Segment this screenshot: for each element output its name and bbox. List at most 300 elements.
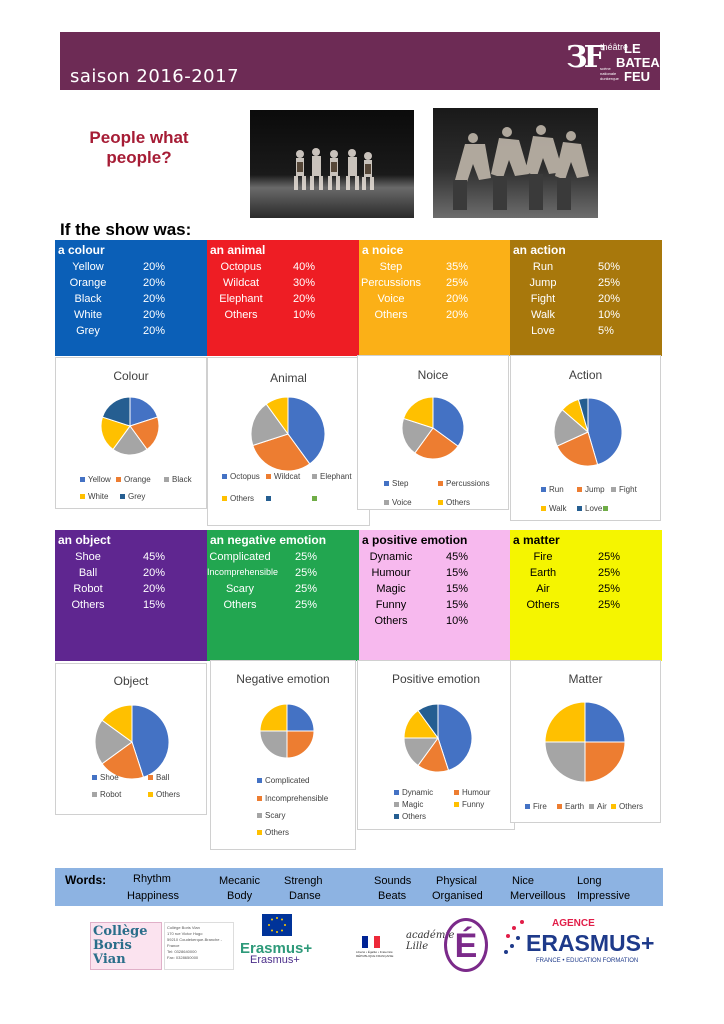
panel-negative-emotion [207, 530, 359, 661]
legend-label: Incomprehensible [265, 794, 329, 803]
panel-row-label: Others [374, 615, 408, 627]
legend-swatch-icon [266, 474, 271, 479]
panel-row-label: Run [532, 261, 554, 273]
panel-row-percent: 25% [295, 583, 318, 595]
erasmus-plus-logo [240, 912, 324, 974]
erasmus-text-2: Erasmus+ [250, 954, 300, 966]
legend-swatch-icon [541, 506, 546, 511]
chart-title: Negative emotion [236, 672, 330, 686]
legend-swatch-icon [557, 804, 562, 809]
address-line: Collège Boris Vian [167, 925, 200, 930]
chart-positive-emotion [357, 660, 515, 830]
panel-title: a matter [513, 533, 560, 547]
legend-label: Scary [265, 811, 286, 820]
legend-label: Love [585, 504, 603, 513]
words-label: Words: [65, 873, 107, 887]
legend-swatch-icon [148, 775, 153, 780]
french-flag-icon [362, 936, 380, 948]
legend-item [384, 498, 412, 507]
panel-row-label: Shoe [75, 551, 101, 563]
panel-row [510, 583, 662, 599]
panel-row-percent: 15% [446, 567, 469, 579]
legend-label: Jump [585, 485, 605, 494]
chart-colour [55, 357, 207, 509]
panel-row-label: Love [531, 325, 555, 337]
legend-label: Others [230, 494, 255, 503]
legend-swatch-icon [577, 506, 582, 511]
college-name: Collège Boris Vian [93, 924, 148, 967]
legend-label: Others [402, 812, 427, 821]
agence-main-text: ERASMUS+ [526, 930, 655, 956]
logo-small-text: scène nationale dunkerque [600, 66, 619, 81]
legend-item [454, 788, 490, 797]
legend-label: Octopus [230, 472, 260, 481]
legend-label: Grey [128, 492, 146, 501]
panel-row-label: Air [536, 583, 550, 595]
legend-swatch-icon [384, 481, 389, 486]
legend-label: Others [619, 802, 644, 811]
panel-row [359, 277, 510, 293]
pie-chart-svg [511, 356, 660, 520]
pie-slice-air [545, 742, 585, 782]
legend-swatch-icon [384, 500, 389, 505]
address-line: Fax: 0328650000 [167, 955, 199, 960]
chart-title: Positive emotion [391, 672, 481, 686]
word: Long [577, 875, 602, 887]
panel-row [510, 325, 662, 341]
address-line: Tel: 0328640000 [167, 949, 197, 954]
legend-item [438, 498, 470, 507]
logo-mark-icon: ЗF [566, 40, 601, 75]
panel-row [55, 293, 207, 309]
legend-label: Percussions [446, 479, 490, 488]
panel-row-percent: 45% [143, 551, 166, 563]
panel-row [55, 551, 207, 567]
panel-row-label: Voice [377, 293, 405, 305]
panel-row-label: Walk [530, 309, 556, 321]
legend-label: Complicated [265, 776, 310, 785]
panel-row-label: Ball [78, 567, 98, 579]
legend-label: Black [172, 475, 192, 484]
legend-label: Others [265, 828, 290, 837]
word: Merveillous [510, 890, 566, 902]
pie-slice-complicated [287, 704, 314, 731]
legend-swatch-icon [454, 790, 459, 795]
legend-swatch-icon [525, 804, 530, 809]
panel-title: a noice [362, 243, 404, 257]
panel-row-label: Magic [376, 583, 406, 595]
legend-item [577, 504, 602, 513]
legend-label: Yellow [88, 475, 111, 484]
logo-line3: FEU [624, 69, 650, 84]
legend-item [120, 492, 145, 501]
legend-item [266, 472, 300, 481]
panel-row [359, 583, 510, 599]
section-subtitle: If the show was: [60, 220, 192, 239]
panel-title: an action [513, 243, 566, 257]
panel-title: a colour [58, 243, 105, 257]
legend-label: White [88, 492, 109, 501]
panel-row-percent: 40% [293, 261, 316, 273]
legend-label: Run [549, 485, 564, 494]
panel-row [359, 567, 510, 583]
legend-swatch-icon [92, 775, 97, 780]
chart-title: Action [568, 368, 603, 382]
legend-item [611, 485, 637, 494]
legend-swatch-icon [312, 474, 317, 479]
word: Organised [432, 890, 483, 902]
headline-line1: People what [89, 128, 189, 147]
legend-label: Robot [100, 790, 122, 799]
legend-label: Walk [549, 504, 567, 513]
legend-swatch-icon [222, 474, 227, 479]
legend-swatch-icon [257, 830, 262, 835]
show-photo-2 [433, 108, 598, 218]
chart-title: Matter [568, 672, 603, 686]
eu-flag-icon [262, 914, 292, 936]
panel-row-label: Fire [533, 551, 553, 563]
panel-row-percent: 20% [143, 261, 166, 273]
legend-item [577, 485, 605, 494]
pie-slice-others [260, 704, 287, 731]
legend-swatch-icon [541, 487, 546, 492]
legend-item [80, 475, 111, 484]
legend-swatch-icon [589, 804, 594, 809]
legend-swatch-icon [438, 481, 443, 486]
word: Strengh [284, 875, 323, 887]
chart-action [510, 355, 661, 521]
panel-row-percent: 20% [143, 567, 166, 579]
panel-row [55, 567, 207, 583]
word: Beats [378, 890, 407, 902]
panel-row-label: Black [74, 293, 102, 305]
legend-label: Earth [565, 802, 585, 811]
panel-row-label: Incomprehensible [207, 567, 279, 577]
panel-row-label: Complicated [209, 551, 271, 563]
panel-row [207, 599, 359, 615]
panel-row-percent: 20% [446, 293, 469, 305]
panel-object [55, 530, 207, 661]
word: Physical [436, 875, 477, 887]
panel-row-label: White [73, 309, 103, 321]
pie-chart-svg [358, 661, 514, 829]
academie-lille-logo [406, 918, 486, 972]
legend-label: Step [392, 479, 409, 488]
chart-title: Noice [417, 368, 449, 382]
panel-row-percent: 25% [598, 567, 621, 579]
panel-row-label: Yellow [72, 261, 104, 273]
panel-row [207, 293, 359, 309]
legend-swatch-icon [92, 792, 97, 797]
panel-row [55, 309, 207, 325]
panel-row-percent: 30% [293, 277, 316, 289]
erasmus-text: Erasmus+ [240, 940, 313, 957]
panel-row [359, 599, 510, 615]
legend-swatch-icon [80, 477, 85, 482]
panel-row-label: Dynamic [369, 551, 413, 563]
legend-item [394, 788, 433, 797]
panel-row-percent: 20% [143, 293, 166, 305]
word: Impressive [577, 890, 631, 902]
legend-swatch-icon [611, 487, 616, 492]
legend-item [257, 811, 285, 820]
panel-row-percent: 15% [143, 599, 166, 611]
panel-row-percent: 25% [295, 567, 318, 579]
panel-row-label: Grey [76, 325, 100, 337]
panel-row [207, 583, 359, 599]
season-label: saison 2016-2017 [70, 66, 240, 87]
panel-row [207, 567, 359, 583]
panel-row-percent: 25% [295, 551, 318, 563]
legend-swatch-icon [257, 778, 262, 783]
show-photo-1 [250, 110, 414, 218]
panel-row-percent: 50% [598, 261, 621, 273]
pie-slice-others [545, 702, 585, 742]
pie-chart-svg [56, 358, 206, 508]
panel-row-percent: 25% [598, 551, 621, 563]
logo-theatre-text: théâtre [600, 42, 629, 52]
panel-row-label: Orange [69, 277, 107, 289]
panel-noice [359, 240, 510, 356]
panel-matter [510, 530, 662, 661]
legend-item [312, 472, 352, 481]
panel-row-label: Humour [371, 567, 411, 579]
legend-label: Orange [124, 475, 151, 484]
panel-row [510, 261, 662, 277]
legend-label: Others [446, 498, 471, 507]
legend-label: Elephant [320, 472, 352, 481]
headline-line2: people? [106, 148, 172, 167]
headline [74, 128, 204, 168]
panel-row-label: Others [223, 599, 257, 611]
panel-row-percent: 20% [143, 309, 166, 321]
chart-object [55, 663, 207, 815]
legend-item [257, 794, 328, 803]
legend-label: Magic [402, 800, 424, 809]
panel-row [55, 583, 207, 599]
address-line: 59210 Coudekerque-Branche - France [167, 937, 222, 948]
legend-item [603, 504, 611, 513]
legend-item [384, 479, 408, 488]
legend-item [222, 472, 260, 481]
words-band [55, 868, 663, 906]
panel-row-percent: 20% [446, 309, 469, 321]
panel-animal [207, 240, 359, 356]
legend-item [257, 776, 309, 785]
panel-row-label: Others [224, 309, 258, 321]
panel-row-percent: 5% [598, 325, 614, 337]
theatre-logo [566, 38, 670, 86]
panel-title: an negative emotion [210, 533, 327, 547]
panel-row-label: Elephant [219, 293, 263, 305]
logo-line2: BATEAU [616, 55, 670, 70]
academie-text: académie Lille [406, 930, 455, 952]
legend-item [148, 773, 169, 782]
panel-row-label: Step [379, 261, 403, 273]
panel-row-label: Funny [375, 599, 407, 611]
word: Rhythm [133, 873, 171, 885]
panel-row-percent: 10% [293, 309, 316, 321]
republique-logo [356, 936, 400, 960]
legend-swatch-icon [266, 496, 271, 501]
word: Danse [289, 890, 321, 902]
agence-bottom-text: FRANCE • EDUCATION FORMATION [536, 958, 639, 964]
panel-row-label: Octopus [220, 261, 262, 273]
chart-noice [357, 355, 509, 510]
legend-swatch-icon [257, 813, 262, 818]
legend-item [557, 802, 584, 811]
panel-row-percent: 25% [598, 583, 621, 595]
panel-row [207, 277, 359, 293]
chart-title: Animal [270, 371, 307, 385]
agence-erasmus-logo [496, 912, 666, 974]
pie-chart-svg [211, 661, 355, 849]
panel-row-percent: 25% [295, 599, 318, 611]
pie-chart-svg [511, 661, 660, 822]
panel-positive-emotion [359, 530, 510, 661]
legend-swatch-icon [603, 506, 608, 511]
panel-title: an object [58, 533, 111, 547]
legend-swatch-icon [116, 477, 121, 482]
panel-row [359, 293, 510, 309]
legend-item [222, 494, 254, 503]
pie-slice-incomprehensible [287, 731, 314, 758]
panel-row-percent: 45% [446, 551, 469, 563]
panel-row-label: Robot [73, 583, 103, 595]
word: Happiness [127, 890, 179, 902]
chart-title: Colour [113, 369, 149, 383]
panel-row [359, 615, 510, 631]
panel-row-percent: 10% [598, 309, 621, 321]
legend-item [116, 475, 151, 484]
panel-row [55, 261, 207, 277]
panel-row-label: Wildcat [222, 277, 260, 289]
word: Body [227, 890, 253, 902]
panel-row [510, 551, 662, 567]
legend-label: Others [156, 790, 181, 799]
panel-row [359, 551, 510, 567]
panel-row [55, 325, 207, 341]
legend-item [589, 802, 607, 811]
legend-item [394, 812, 426, 821]
panel-colour [55, 240, 207, 356]
panel-row [510, 277, 662, 293]
chart-title: Object [113, 674, 149, 688]
legend-label: Shoe [100, 773, 119, 782]
panel-title: an animal [210, 243, 266, 257]
legend-swatch-icon [120, 494, 125, 499]
panel-row-percent: 20% [143, 583, 166, 595]
panel-row [207, 261, 359, 277]
legend-item [394, 800, 423, 809]
panel-row [510, 293, 662, 309]
panel-row-percent: 20% [143, 325, 166, 337]
pie-slice-scary [260, 731, 287, 758]
legend-item [257, 828, 289, 837]
panel-row [207, 551, 359, 567]
panel-row-label: Others [374, 309, 408, 321]
legend-swatch-icon [312, 496, 317, 501]
legend-swatch-icon [257, 796, 262, 801]
legend-item [266, 494, 274, 503]
pie-slice-earth [585, 742, 625, 782]
logo-line1: LE [624, 41, 641, 56]
legend-swatch-icon [222, 496, 227, 501]
legend-item [438, 479, 490, 488]
panel-action [510, 240, 662, 356]
legend-item [164, 475, 192, 484]
panel-row [55, 599, 207, 615]
header-banner [60, 32, 670, 90]
address-line: 170 rue Victor Hugo [167, 931, 203, 936]
legend-label: Air [597, 802, 607, 811]
legend-swatch-icon [80, 494, 85, 499]
panel-row-percent: 20% [143, 277, 166, 289]
word: Mecanic [219, 875, 260, 887]
legend-item [80, 492, 108, 501]
republique-text: Liberté • Égalité • Fraternité RÉPUBLIQUE FRANÇAISE [356, 950, 394, 958]
legend-swatch-icon [611, 804, 616, 809]
legend-label: Wildcat [274, 472, 301, 481]
panel-row-percent: 15% [446, 599, 469, 611]
panel-row-percent: 20% [598, 293, 621, 305]
legend-item [525, 802, 547, 811]
legend-item [611, 802, 643, 811]
word: Nice [512, 875, 535, 887]
chart-matter [510, 660, 661, 823]
legend-label: Fire [533, 802, 547, 811]
legend-label: Dynamic [402, 788, 434, 797]
panel-row-percent: 15% [446, 583, 469, 595]
legend-swatch-icon [394, 790, 399, 795]
panel-row-percent: 25% [598, 599, 621, 611]
legend-swatch-icon [164, 477, 169, 482]
panel-row-percent: 10% [446, 615, 469, 627]
panel-row-label: Others [526, 599, 560, 611]
legend-label: Ball [156, 773, 170, 782]
panel-row-label: Jump [529, 277, 557, 289]
legend-item [541, 485, 564, 494]
legend-swatch-icon [577, 487, 582, 492]
legend-label: Funny [462, 800, 485, 809]
legend-item [454, 800, 484, 809]
panel-row [55, 277, 207, 293]
college-logo [90, 922, 162, 970]
legend-item [312, 494, 320, 503]
legend-swatch-icon [394, 814, 399, 819]
panel-row [207, 309, 359, 325]
panel-row-label: Scary [225, 583, 255, 595]
panel-row-label: Fight [530, 293, 556, 305]
pie-slice-fire [585, 702, 625, 742]
panel-row [510, 599, 662, 615]
college-address [164, 922, 234, 970]
legend-swatch-icon [394, 802, 399, 807]
panel-row [510, 309, 662, 325]
legend-item [541, 504, 566, 513]
chart-animal [207, 357, 370, 526]
legend-item [92, 790, 121, 799]
panel-row [510, 567, 662, 583]
panel-row-percent: 35% [446, 261, 469, 273]
legend-label: Voice [392, 498, 412, 507]
legend-label: Humour [462, 788, 491, 797]
legend-swatch-icon [148, 792, 153, 797]
panel-row [359, 261, 510, 277]
legend-swatch-icon [438, 500, 443, 505]
panel-row-percent: 25% [446, 277, 469, 289]
legend-label: Fight [619, 485, 637, 494]
